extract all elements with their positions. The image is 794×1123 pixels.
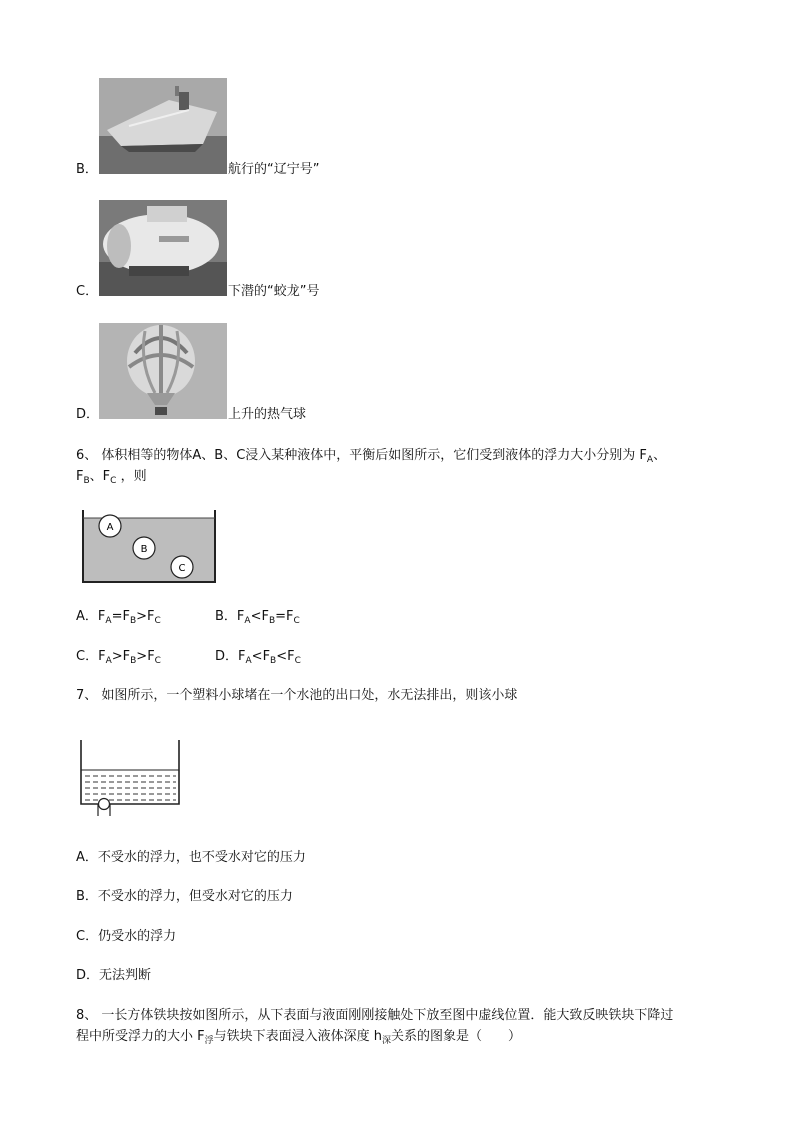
q6-stem-line1 bbox=[76, 446, 666, 470]
q5-option-c-caption: 下潜的“蛟龙”号 bbox=[228, 284, 320, 299]
q8-text-line2-a: 程中所受浮力的大小 F bbox=[76, 1029, 205, 1044]
q7-option-a-letter: A． bbox=[76, 850, 98, 865]
q7-number: 7、 bbox=[76, 688, 98, 703]
q6-label-b: B bbox=[140, 544, 148, 555]
q6-option-b-letter: B． bbox=[215, 609, 237, 624]
q8-text-line1: 一长方体铁块按如图所示，从下表面与液面刚刚接触处下放至图中虚线位置．能大致反映铁块下降过 bbox=[97, 1008, 674, 1023]
q6-option-b: B．$F_A<F_B=F_C$ bbox=[215, 609, 300, 626]
q5-option-c-letter: C． bbox=[76, 284, 99, 299]
q7-option-d-text: 无法判断 bbox=[99, 968, 152, 983]
q6-text-line1: 体积相等的物体A、B、C浸入某种液体中，平衡后如图所示，它们受到液体的浮力大小分别为 F bbox=[97, 448, 647, 463]
q7-option-c-letter: C． bbox=[76, 929, 99, 944]
q7-option-d bbox=[76, 966, 151, 986]
q8-sub-f: 浮 bbox=[204, 1036, 214, 1046]
q5-option-d-letter: D． bbox=[76, 407, 100, 422]
q7-text: 如图所示，一个塑料小球堵在一个水池的出口处，水无法排出，则该小球 bbox=[97, 688, 518, 703]
q6-sub-c: C bbox=[110, 476, 117, 486]
q6-text-line2-pre: F bbox=[76, 469, 84, 484]
q6-sub-b: B bbox=[83, 476, 90, 486]
q6-number: 6、 bbox=[76, 448, 98, 463]
q6-option-d-letter: D． bbox=[215, 649, 239, 664]
q6-sub-a: A bbox=[646, 455, 654, 465]
q7-option-b-text: 不受水的浮力，但受水对它的压力 bbox=[97, 889, 293, 904]
q7-option-d-letter: D． bbox=[76, 968, 100, 983]
q8-stem-line2 bbox=[76, 1027, 521, 1051]
q7-option-b-letter: B． bbox=[76, 889, 98, 904]
q5-option-b-letter: B． bbox=[76, 162, 98, 177]
q8-number: 8、 bbox=[76, 1008, 98, 1023]
q7-ball bbox=[99, 799, 110, 810]
q6-sep: 、F bbox=[89, 469, 111, 484]
q6-label-c: C bbox=[178, 563, 186, 574]
q6-container-figure bbox=[78, 506, 220, 586]
q7-option-a-text: 不受水的浮力，也不受水对它的压力 bbox=[97, 850, 306, 865]
q7-option-c bbox=[76, 927, 176, 947]
q6-option-c-letter: C． bbox=[76, 649, 99, 664]
q8-text-line2-b: 与铁块下表面浸入液体深度 h bbox=[213, 1029, 383, 1044]
q6-text-line1-end: 、 bbox=[653, 448, 667, 463]
q5-option-b-caption: 航行的“辽宁号” bbox=[228, 162, 320, 177]
q6-stem-line2 bbox=[76, 467, 147, 491]
q7-option-c-text: 仍受水的浮力 bbox=[98, 929, 177, 944]
q6-text-line2-end: ，则 bbox=[116, 469, 147, 484]
q6-option-c: C．$F_A>F_B>F_C$ bbox=[76, 649, 161, 666]
q7-option-a bbox=[76, 848, 306, 868]
q7-stem bbox=[76, 686, 517, 706]
q8-text-line2-c: 关系的图象是（ ） bbox=[391, 1029, 522, 1044]
submersible-photo bbox=[99, 200, 227, 296]
q7-option-b bbox=[76, 887, 293, 907]
q7-pool-figure bbox=[78, 736, 184, 820]
q8-sub-h: 深 bbox=[382, 1036, 392, 1046]
q6-option-a: A．$F_A=F_B>F_C$ bbox=[76, 609, 161, 626]
hot-air-balloon-photo bbox=[99, 323, 227, 419]
aircraft-carrier-photo bbox=[99, 78, 227, 174]
q8-stem-line1 bbox=[76, 1006, 673, 1026]
q6-label-a: A bbox=[106, 522, 114, 533]
q6-option-d: D．$F_A<F_B<F_C$ bbox=[215, 649, 301, 666]
q6-option-a-letter: A． bbox=[76, 609, 98, 624]
q5-option-d-caption: 上升的热气球 bbox=[228, 407, 307, 422]
